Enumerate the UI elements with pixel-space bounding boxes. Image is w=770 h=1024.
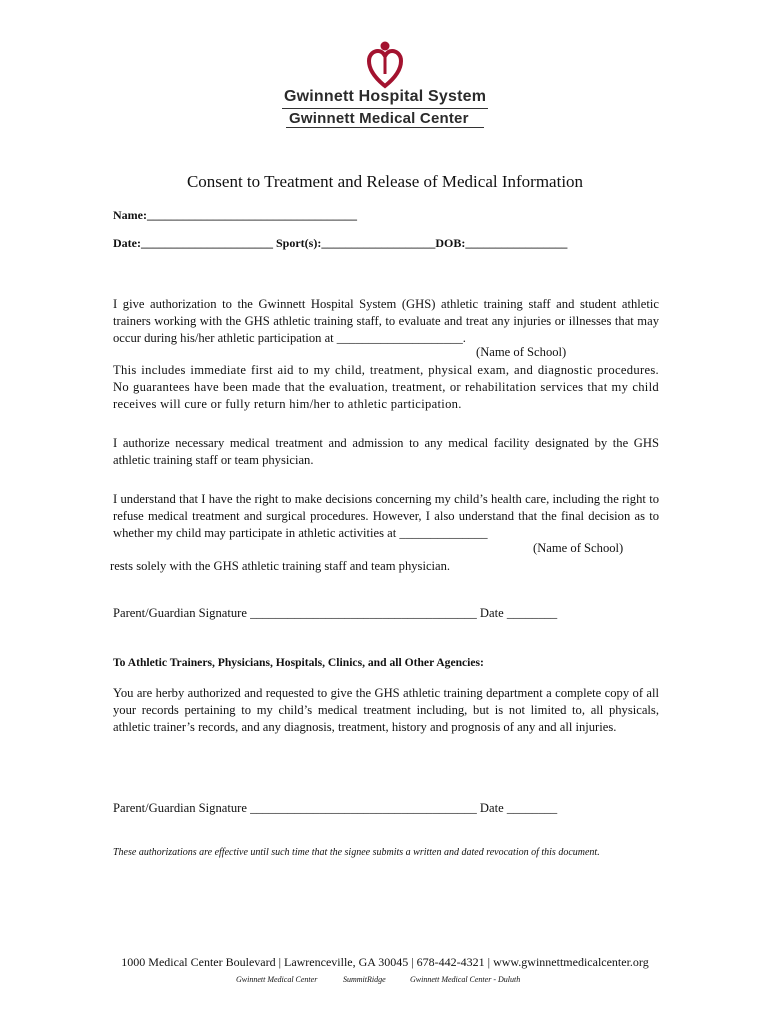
school-name-note-2: (Name of School) — [533, 541, 624, 555]
treatment-paragraph: I authorize necessary medical treatment and admission to any medical facility designated by the GHS athletic training staff or team physician. — [113, 436, 659, 467]
footer-location-1: Gwinnett Medical Center — [236, 975, 318, 984]
logo-divider-bottom — [286, 127, 484, 128]
document-title: Consent to Treatment and Release of Medical Information — [186, 172, 584, 191]
name-field[interactable]: Name:___________________________________ — [113, 208, 357, 222]
first-aid-paragraph: This includes immediate first aid to my child, treatment, physical exam, and diagnostic procedures. No guarantees have been made that the evaluation, treatment, or rehabilitation services that my child receives will cure or fully return him/her to athletic participation. — [113, 363, 659, 411]
decision-paragraph: I understand that I have the right to make decisions concerning my child’s health care, including the right to refuse medical treatment and surgical procedures. However, I also understand that the final decision as to whether my child may participate in athletic activities at ______________ — [113, 492, 659, 540]
org-subname: Gwinnett Medical Center — [289, 110, 469, 127]
footer-address: 1000 Medical Center Boulevard | Lawrenceville, GA 30045 | 678-442-4321 | www.gwinnettmedicalcenter.org — [121, 955, 649, 969]
records-release-paragraph: You are herby authorized and requested to give the GHS athletic training department a complete copy of all your records pertaining to my child’s medical treatment including, but is not limited to, all physicals, athletic trainer’s records, and any diagnosis, treatment, history and prognosis of any and all injuries. — [113, 686, 659, 734]
footer-location-3: Gwinnett Medical Center - Duluth — [410, 975, 521, 984]
decision-paragraph-end: rests solely with the GHS athletic training staff and team physician. — [110, 559, 451, 573]
authorization-paragraph: I give authorization to the Gwinnett Hospital System (GHS) athletic training staff and student athletic trainers working with the GHS athletic training staff, to evaluate and treat any injuries or illnesses that may occur during his/her athletic participation at ____________________. — [113, 297, 659, 345]
signature-line-1[interactable]: Parent/Guardian Signature ____________________________________ Date ________ — [113, 606, 558, 620]
logo-divider — [282, 108, 488, 109]
org-name: Gwinnett Hospital System — [284, 88, 487, 105]
date-sport-dob-field[interactable]: Date:______________________ Sport(s):___________________DOB:_________________ — [113, 236, 568, 250]
revocation-note: These authorizations are effective until such time that the signee submits a written and dated revocation of this document. — [113, 847, 600, 858]
agencies-heading: To Athletic Trainers, Physicians, Hospitals, Clinics, and all Other Agencies: — [113, 656, 484, 669]
signature-line-2[interactable]: Parent/Guardian Signature ____________________________________ Date ________ — [113, 801, 558, 815]
heart-person-icon — [365, 40, 405, 90]
school-name-note: (Name of School) — [476, 345, 567, 359]
footer-location-2: SummitRidge — [343, 975, 386, 984]
